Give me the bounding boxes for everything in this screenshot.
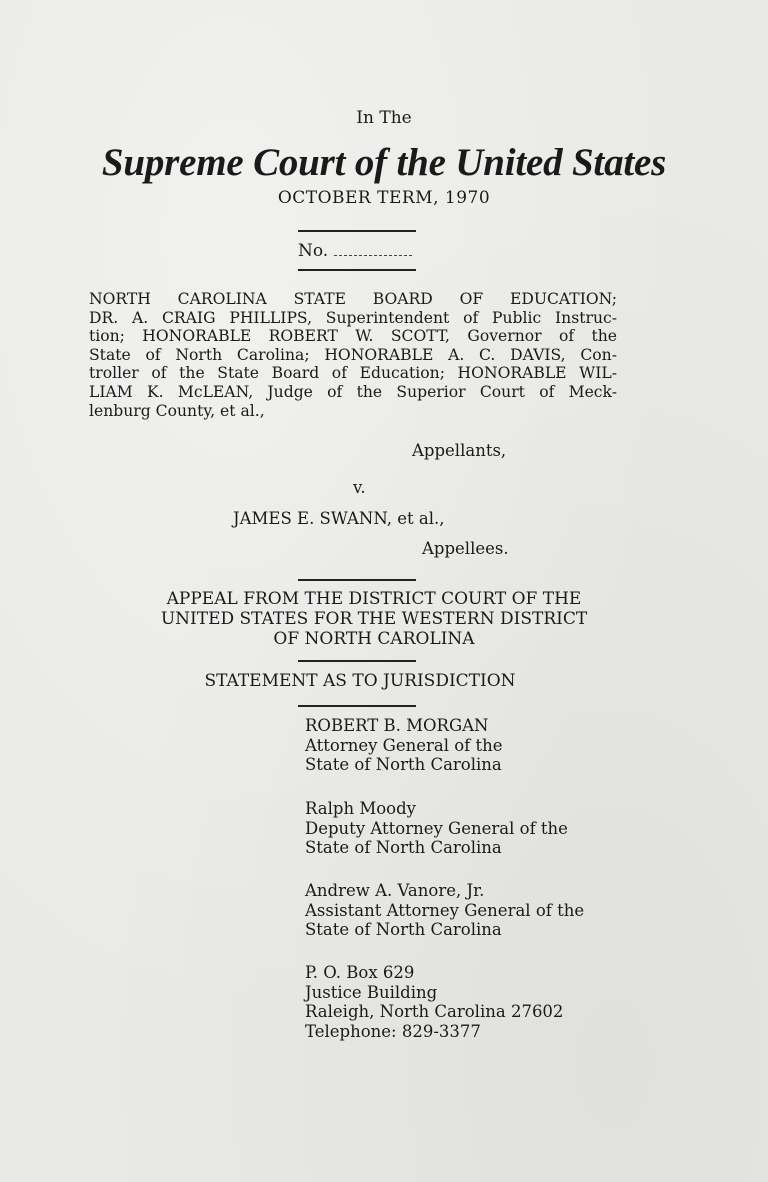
in-the-heading: In The [356,108,412,128]
counsel-name: ROBERT B. MORGAN [305,716,489,735]
counsel-title: State of North Carolina [305,920,502,939]
counsel-title: Attorney General of the [305,735,503,755]
counsel-attorney-general [305,716,503,775]
term-line: OCTOBER TERM, 1970 [277,188,491,208]
appeal-line: UNITED STATES FOR THE WESTERN DISTRICT [160,609,588,629]
appellees-label: Appellees. [422,539,509,558]
statement-heading: STATEMENT AS TO JURISDICTION [204,671,516,691]
counsel-name: Ralph Moody [305,799,416,818]
appeal-line: OF NORTH CAROLINA [273,629,475,649]
appellants-label: Appellants, [412,441,507,460]
versus-label: v. [353,478,366,497]
counsel-title: State of North Carolina [305,838,502,857]
rule-divider [298,230,416,232]
appellant-line: troller of the State Board of Education; HONORABLE WIL- [89,364,617,383]
address-line: P. O. Box 629 [305,963,415,982]
counsel-assistant [305,881,584,940]
counsel-deputy [305,799,568,858]
appellant-line: NORTH CAROLINA STATE BOARD OF EDUCATION; [89,290,617,308]
telephone-line: Telephone: 829-3377 [305,1021,481,1041]
appellant-line: LIAM K. McLEAN, Judge of the Superior Court of Meck- [89,382,617,401]
address-line: Raleigh, North Carolina 27602 [305,1002,564,1021]
appellant-line: DR. A. CRAIG PHILLIPS, Superintendent of Public Instruc- [89,308,617,327]
appellee-name: JAMES E. SWANN, et al., [233,509,445,528]
counsel-name: Andrew A. Vanore, Jr. [305,881,485,900]
appellant-line: tion; HONORABLE ROBERT W. SCOTT, Governor of the [89,327,617,346]
appellant-line: State of North Carolina; HONORABLE A. C. DAVIS, Con- [89,345,617,364]
rule-divider [298,269,416,271]
appeal-heading [0,589,768,649]
address-line: Justice Building [305,982,438,1002]
counsel-address [305,963,563,1041]
rule-divider [298,660,416,662]
docket-number [298,241,412,261]
court-title: Supreme Court of the United States [101,141,667,184]
appeal-line: APPEAL FROM THE DISTRICT COURT OF THE [166,589,582,609]
counsel-title: Assistant Attorney General of the [305,900,585,920]
docket-number-blank [334,255,412,256]
appellants-block [89,290,617,420]
rule-divider [298,705,416,707]
counsel-title: Deputy Attorney General of the [305,818,568,838]
appellant-line: lenburg County, et al., [89,401,265,420]
rule-divider [298,579,416,581]
counsel-title: State of North Carolina [305,755,502,774]
docket-number-label: No. [298,241,329,261]
